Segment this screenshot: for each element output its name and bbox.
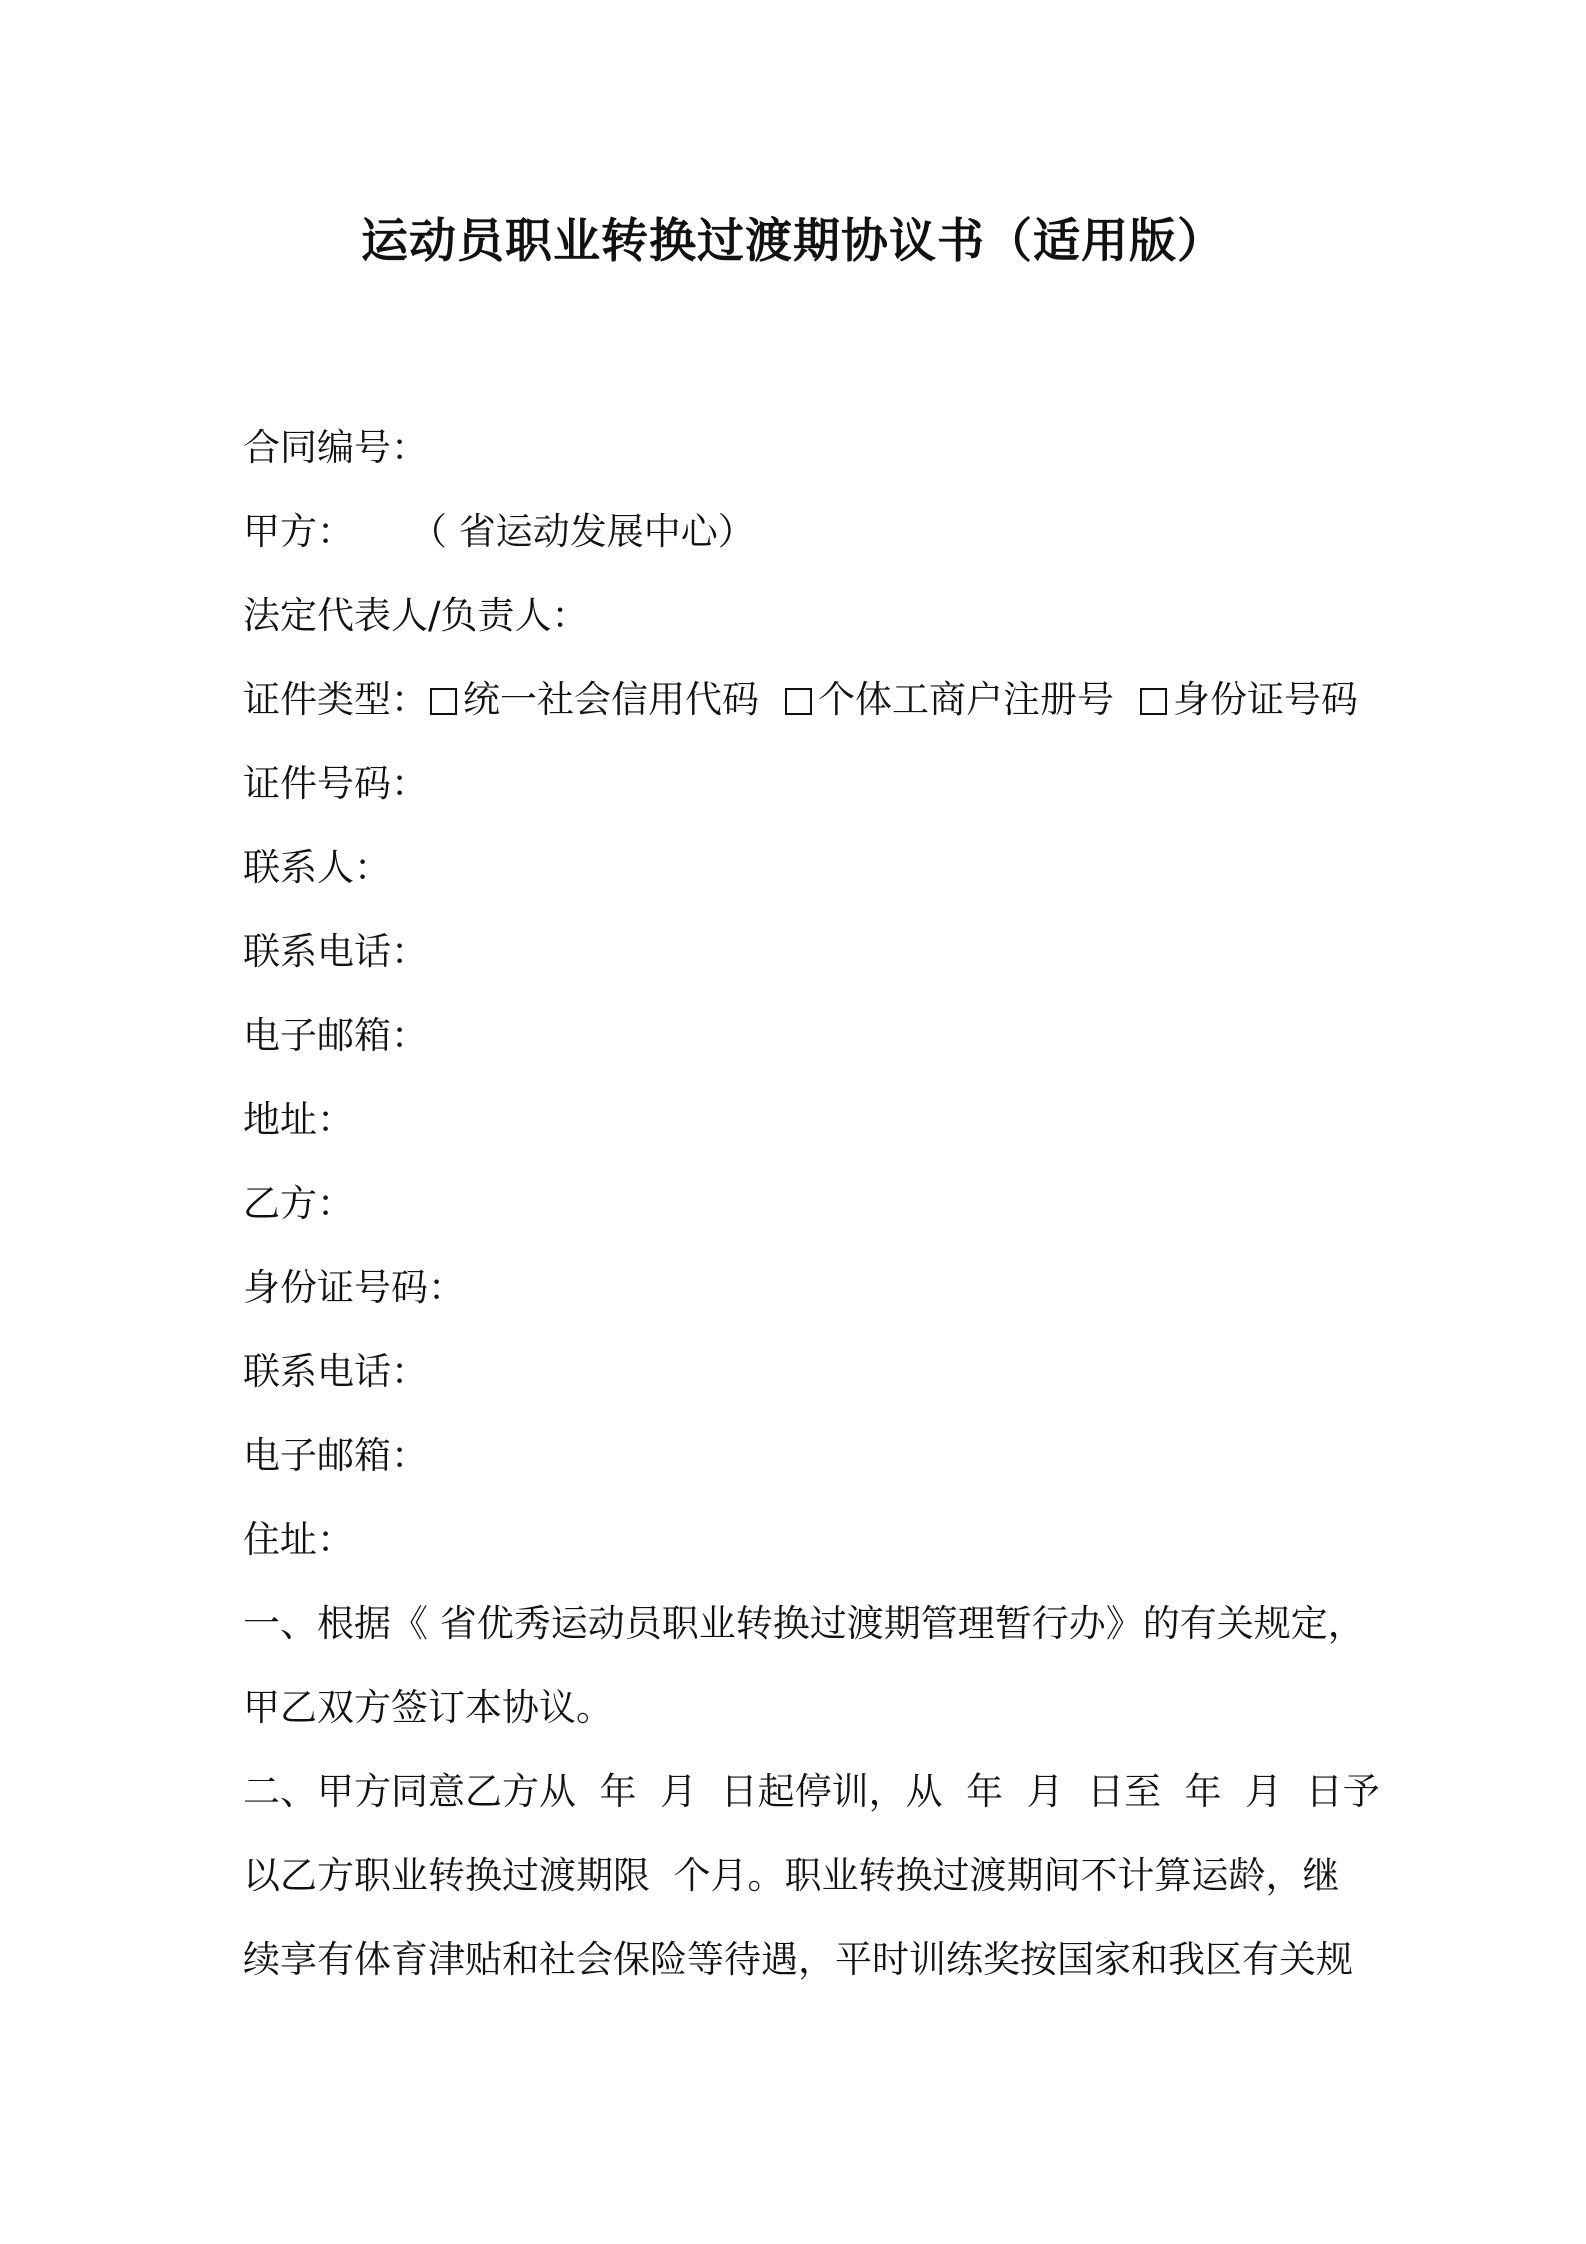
clause-1-line <box>243 1666 1353 1750</box>
checkbox-icon[interactable] <box>430 688 457 715</box>
id-type-label: 证件类型： <box>243 678 428 721</box>
party-a-address-label: 地址： <box>243 1098 354 1141</box>
party-b-label: 乙方： <box>243 1182 354 1225</box>
contract-number-field <box>243 406 1353 490</box>
id-type-option-label: 身份证号码 <box>1173 678 1358 721</box>
clause-2-text: 以乙方职业转换过渡期限 个月。职业转换过渡期间不计算运龄，继 <box>243 1854 1340 1897</box>
clause-2-text: 二、甲方同意乙方从 年 月 日起停训，从 年 月 日至 年 月 日予 <box>243 1770 1380 1813</box>
party-a-email-label: 电子邮箱： <box>243 1014 428 1057</box>
legal-representative-field <box>243 574 1353 658</box>
clause-2-text: 续享有体育津贴和社会保险等待遇，平时训练奖按国家和我区有关规 <box>243 1938 1353 1981</box>
id-type-option-credit-code[interactable] <box>428 658 759 742</box>
party-a-field <box>243 490 1353 574</box>
party-b-residence-label: 住址： <box>243 1518 354 1561</box>
checkbox-icon[interactable] <box>1140 688 1167 715</box>
party-b-residence-field <box>243 1498 1353 1582</box>
id-number-label: 证件号码： <box>243 762 428 805</box>
id-number-field <box>243 742 1353 826</box>
id-type-option-label: 统一社会信用代码 <box>463 678 759 721</box>
id-type-option-label: 个体工商户注册号 <box>818 678 1114 721</box>
contact-person-label: 联系人： <box>243 846 391 889</box>
party-a-address-field <box>243 1078 1353 1162</box>
document-body <box>243 406 1380 2002</box>
party-b-phone-field <box>243 1330 1353 1414</box>
document-title: 运动员职业转换过渡期协议书（适用版） <box>361 214 1225 269</box>
contact-person-field <box>243 826 1353 910</box>
party-a-phone-label: 联系电话： <box>243 930 428 973</box>
checkbox-icon[interactable] <box>785 688 812 715</box>
party-b-id-card-field <box>243 1246 1353 1330</box>
party-b-id-card-label: 身份证号码： <box>243 1266 465 1309</box>
clause-2-line <box>243 1834 1353 1918</box>
id-type-option-business-registration[interactable] <box>783 658 1114 742</box>
party-a-label: 甲方： <box>243 510 354 553</box>
party-b-phone-label: 联系电话： <box>243 1350 428 1393</box>
legal-representative-label: 法定代表人/负责人： <box>243 594 589 637</box>
party-a-value: （ 省运动发展中心） <box>410 510 755 553</box>
party-b-email-field <box>243 1414 1353 1498</box>
party-b-email-label: 电子邮箱： <box>243 1434 428 1477</box>
clause-1-line <box>243 1582 1365 1666</box>
party-a-email-field <box>243 994 1353 1078</box>
clause-1-text: 甲乙双方签订本协议。 <box>243 1686 613 1729</box>
id-type-field <box>243 658 1358 742</box>
clause-2-line <box>243 1750 1380 1834</box>
contract-number-label: 合同编号： <box>243 426 428 469</box>
party-a-phone-field <box>243 910 1353 994</box>
clause-1-text: 一、根据《 省优秀运动员职业转换过渡期管理暂行办》的有关规定， <box>243 1602 1365 1645</box>
party-b-field <box>243 1162 1353 1246</box>
clause-2-line <box>243 1918 1353 2002</box>
id-type-option-id-card[interactable] <box>1138 658 1358 742</box>
